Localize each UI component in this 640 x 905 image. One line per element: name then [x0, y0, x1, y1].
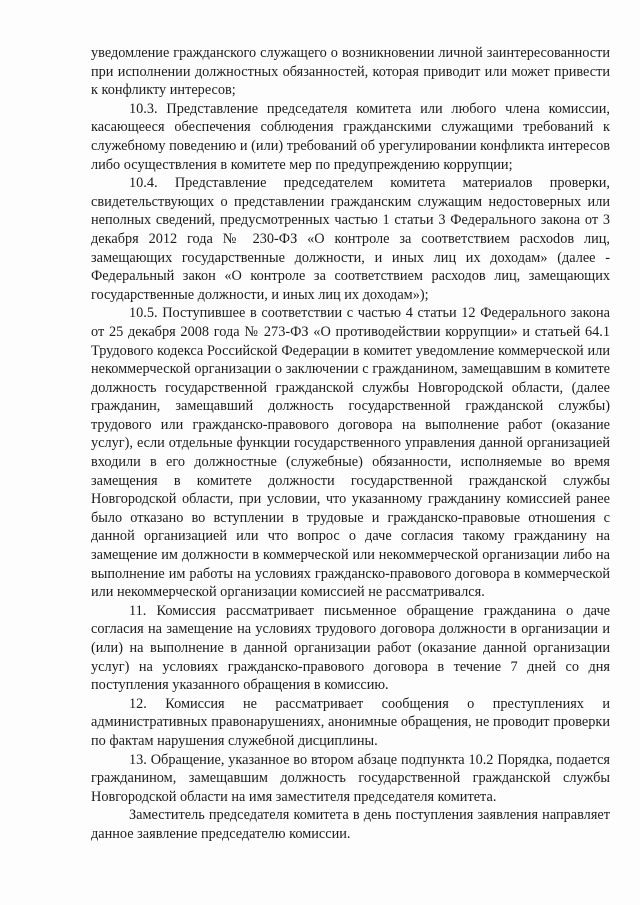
- paragraph-10-2-continuation: уведомление гражданского служащего о возникновении личной заинтересованности при исполнении должностных обязанностей, которая приводит или может привести к конфликту интересов;: [91, 45, 610, 99]
- paragraph-11: 11. Комиссия рассматривает письменное обращение гражданина о даче согласия на замещение на условиях трудового договора должности в организации и (или) на выполнение в данной организации работ (оказание данной организации услуг) на условиях гражданско-правового договора в течение 7 дней со дня поступления указанного обращения в комиссию.: [91, 602, 610, 694]
- paragraph-13: 13. Обращение, указанное во втором абзаце подпункта 10.2 Порядка, подается гражданином, замещавшим должность государственной гражданской службы Новгородской области на имя заместителя председателя комитета.: [91, 751, 610, 805]
- paragraph-12: 12. Комиссия не рассматривает сообщения о преступлениях и административных правонарушениях, анонимные обращения, не проводит проверки по фактам нарушения служебной дисциплины.: [91, 695, 610, 749]
- paragraph-10-5: 10.5. Поступившее в соответствии с частью 4 статьи 12 Федерального закона от 25 декабря 2008 года № 273-ФЗ «О противодействии коррупции» и статьей 64.1 Трудового кодекса Российской Федерации в комитет уведомление коммерческой или некоммерческой организации о заключении с гражданином, замещавшим в комитете должность государственной гражданской службы Новгородской области, (далее гражданин, замещавший должность государственной гражданской службы) трудового или гражданско-правового договора на выполнение работ (оказание услуг), если отдельные функции государственного управления данной организацией входили в его должностные (служебные) обязанности, исполняемые во время замещения в комитете должности государственной гражданской службы Новгородской области, при условии, что указанному гражданину комиссией ранее было отказано во вступлении в трудовые и гражданско-правовые отношения с данной организацией или что вопрос о даче согласия такому гражданину на замещение им должности в коммерческой или некоммерческой организации либо на выполнение им работы на условиях гражданско-правового договора в коммерческой или некоммерческой организации комиссией не рассматривался.: [91, 305, 610, 601]
- paragraph-10-3: 10.3. Представление председателя комитета или любого члена комиссии, касающееся обеспечения соблюдения гражданскими служащими требований к служебному поведению и (или) требований об урегулировании конфликта интересов либо осуществления в комитете мер по предупреждению коррупции;: [91, 100, 610, 173]
- paragraph-deputy-chair: Заместитель председателя комитета в день поступления заявления направляет данное заявление председателю комиссии.: [91, 807, 610, 842]
- paragraph-10-4: 10.4. Представление председателем комитета материалов проверки, свидетельствующих о представлении гражданским служащим недостоверных или неполных сведений, предусмотренных частью 1 статьи 3 Федерального закона от 3 декабря 2012 года № 230-ФЗ «О контроле за соответствием расхоdов лиц, замещающих государственные должности, и иных лиц их доходам» (далее - Федеральный закон «О контроле за соответствием расходов лиц, замещающих государственные должности, и иных лиц их доходам»);: [91, 175, 610, 303]
